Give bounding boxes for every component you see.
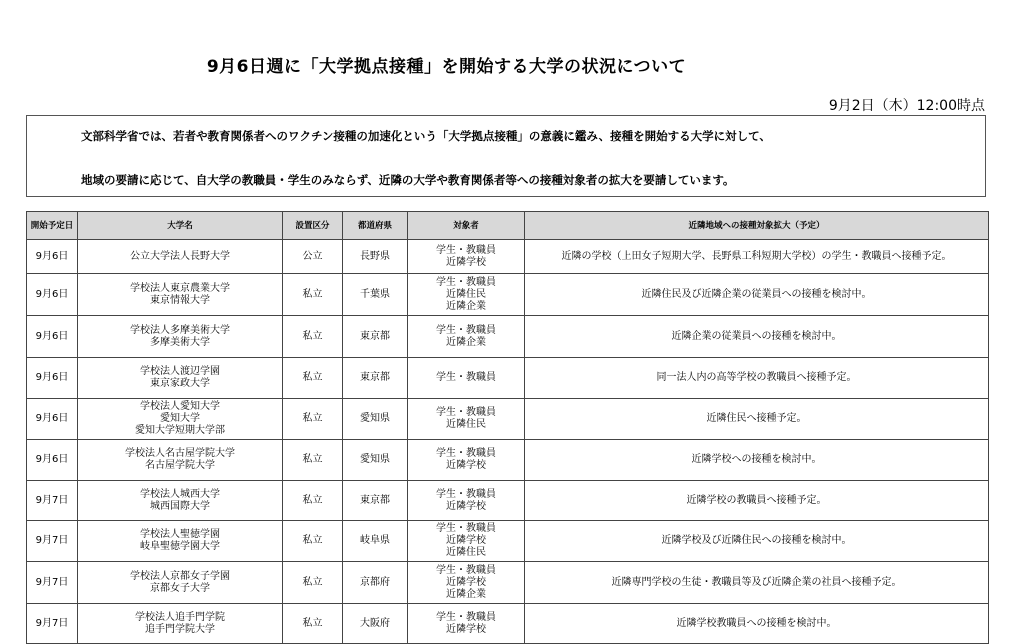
cell-prefecture: 千葉県 [343,274,408,316]
cell-date: 9月7日 [27,562,78,604]
cell-prefecture: 長野県 [343,240,408,274]
cell-date: 9月6日 [27,440,78,481]
notice-line-1: 文部科学省では、若者や教育関係者へのワクチン接種の加速化という「大学拠点接種」の意義に鑑み、接種を開始する大学に対して、 [81,129,771,143]
header-targets: 対象者 [408,212,525,240]
cell-targets: 学生・教職員 近隣学校 [408,440,525,481]
cell-type: 私立 [283,399,343,440]
table-row [27,240,989,274]
cell-expansion: 近隣住民及び近隣企業の従業員への接種を検討中。 [525,274,989,316]
page-title: 9月6日週に「大学拠点接種」を開始する大学の状況について [206,57,687,77]
cell-university: 学校法人京都女子学園 京都女子大学 [78,562,283,604]
cell-type: 私立 [283,481,343,521]
cell-type: 私立 [283,358,343,399]
table-row [27,399,989,440]
cell-university: 学校法人名古屋学院大学 名古屋学院大学 [78,440,283,481]
table-row [27,358,989,399]
cell-targets: 学生・教職員 近隣住民 [408,399,525,440]
cell-date: 9月6日 [27,358,78,399]
cell-type: 公立 [283,240,343,274]
university-table [26,211,989,644]
cell-prefecture: 京都府 [343,562,408,604]
cell-university: 学校法人多摩美術大学 多摩美術大学 [78,316,283,358]
cell-university: 学校法人渡辺学園 東京家政大学 [78,358,283,399]
timestamp: 9月2日（木）12:00時点 [828,98,985,114]
cell-targets: 学生・教職員 近隣住民 近隣企業 [408,274,525,316]
header-prefecture: 都道府県 [343,212,408,240]
cell-university: 学校法人追手門学院 追手門学院大学 [78,604,283,644]
cell-type: 私立 [283,521,343,562]
cell-prefecture: 岐阜県 [343,521,408,562]
cell-targets: 学生・教職員 近隣学校 近隣企業 [408,562,525,604]
header-type: 設置区分 [283,212,343,240]
table-header-row [27,212,989,240]
header-expansion: 近隣地域への接種対象拡大（予定） [525,212,989,240]
table-row [27,274,989,316]
table-row [27,440,989,481]
cell-expansion: 近隣学校への接種を検討中。 [525,440,989,481]
cell-prefecture: 東京都 [343,481,408,521]
cell-targets: 学生・教職員 [408,358,525,399]
cell-type: 私立 [283,316,343,358]
cell-date: 9月6日 [27,274,78,316]
cell-expansion: 近隣専門学校の生徒・教職員等及び近隣企業の社員へ接種予定。 [525,562,989,604]
table-row [27,604,989,644]
cell-date: 9月7日 [27,604,78,644]
cell-university: 学校法人城西大学 城西国際大学 [78,481,283,521]
cell-date: 9月6日 [27,316,78,358]
notice-line-2: 地域の要請に応じて、自大学の教職員・学生のみならず、近隣の大学や教育関係者等への接種対象者の拡大を要請しています。 [81,173,735,187]
cell-targets: 学生・教職員 近隣学校 [408,604,525,644]
cell-expansion: 近隣学校及び近隣住民への接種を検討中。 [525,521,989,562]
cell-expansion: 近隣住民へ接種予定。 [525,399,989,440]
cell-targets: 学生・教職員 近隣企業 [408,316,525,358]
cell-prefecture: 大阪府 [343,604,408,644]
cell-prefecture: 愛知県 [343,399,408,440]
header-start-date: 開始予定日 [27,212,78,240]
cell-prefecture: 愛知県 [343,440,408,481]
cell-type: 私立 [283,604,343,644]
notice-box [26,115,986,197]
cell-prefecture: 東京都 [343,316,408,358]
cell-university: 学校法人東京農業大学 東京情報大学 [78,274,283,316]
cell-date: 9月6日 [27,240,78,274]
cell-university: 学校法人愛知大学 愛知大学 愛知大学短期大学部 [78,399,283,440]
cell-targets: 学生・教職員 近隣学校 [408,481,525,521]
cell-date: 9月7日 [27,521,78,562]
table-row [27,316,989,358]
cell-university: 学校法人聖徳学園 岐阜聖徳学園大学 [78,521,283,562]
table-row [27,562,989,604]
cell-date: 9月6日 [27,399,78,440]
cell-date: 9月7日 [27,481,78,521]
cell-targets: 学生・教職員 近隣学校 [408,240,525,274]
cell-type: 私立 [283,440,343,481]
table-row [27,521,989,562]
cell-type: 私立 [283,274,343,316]
cell-expansion: 同一法人内の高等学校の教職員へ接種予定。 [525,358,989,399]
header-university: 大学名 [78,212,283,240]
cell-expansion: 近隣学校の教職員へ接種予定。 [525,481,989,521]
cell-type: 私立 [283,562,343,604]
table-row [27,481,989,521]
cell-expansion: 近隣企業の従業員への接種を検討中。 [525,316,989,358]
cell-university: 公立大学法人長野大学 [78,240,283,274]
cell-expansion: 近隣の学校（上田女子短期大学、長野県工科短期大学校）の学生・教職員へ接種予定。 [525,240,989,274]
cell-expansion: 近隣学校教職員への接種を検討中。 [525,604,989,644]
cell-prefecture: 東京都 [343,358,408,399]
cell-targets: 学生・教職員 近隣学校 近隣住民 [408,521,525,562]
